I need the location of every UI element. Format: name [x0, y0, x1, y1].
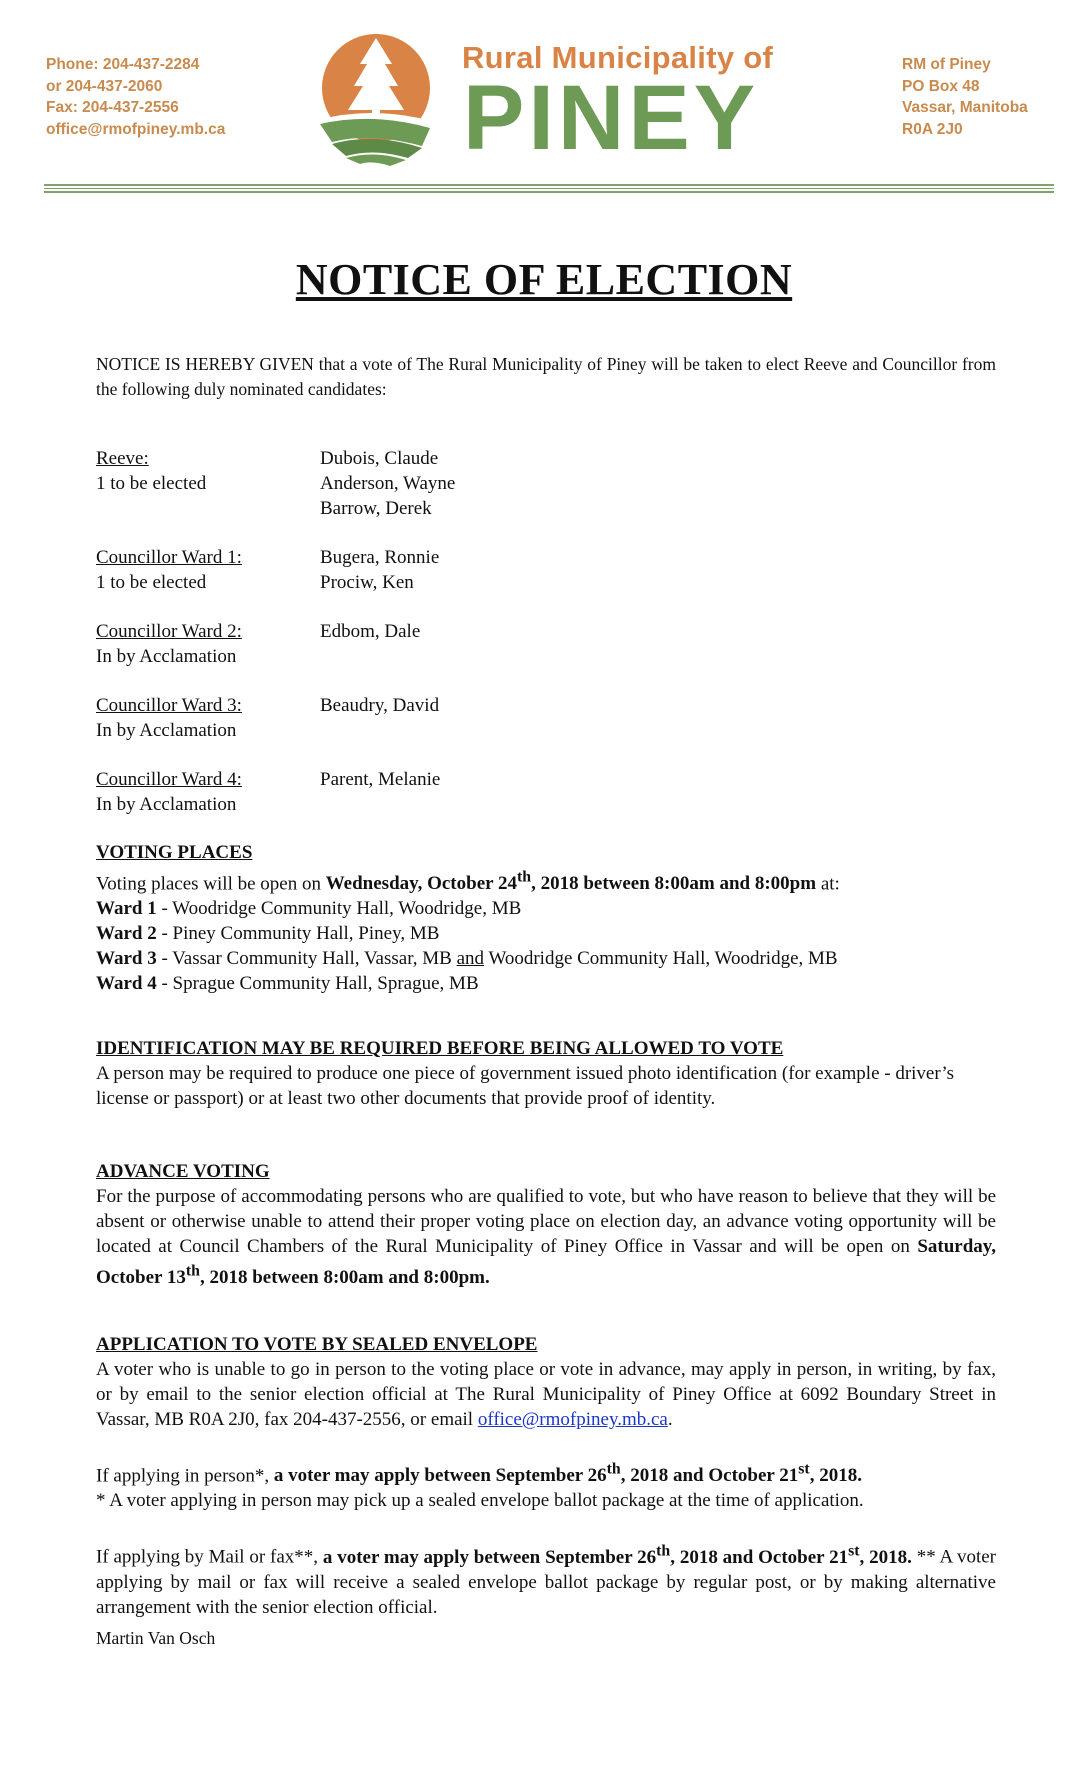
position-title: Councillor Ward 1:	[96, 547, 242, 568]
position-ward-3	[96, 693, 242, 743]
pine-tree-sun-field-icon	[310, 28, 480, 166]
mailing-address	[902, 54, 1082, 140]
apply-in-person: If applying in person*, a voter may apply between September 26th, 2018 and October 21st, 2018.	[96, 1461, 862, 1487]
position-title: Councillor Ward 3:	[96, 695, 242, 716]
section-heading: IDENTIFICATION MAY BE REQUIRED BEFORE BEING ALLOWED TO VOTE	[96, 1038, 784, 1059]
address-line: R0A 2J0	[902, 120, 963, 138]
address-line: PO Box 48	[902, 77, 980, 95]
contact-info	[46, 54, 316, 140]
advance-voting-section	[96, 1159, 996, 1290]
candidate-list	[320, 693, 439, 718]
position-title: Reeve:	[96, 448, 149, 469]
apply-by-mail: If applying by Mail or fax**, a voter may apply between September 26th, 2018 and October 21st, 2018. ** A voter applying by mail or fax will receive a sealed envelope ballot package by regular post, or by making alternative arrangement with the senior election official.	[96, 1542, 997, 1618]
logo-text-rural-municipality: Rural Municipality of	[462, 40, 774, 75]
fax-line: Fax: 204-437-2556	[46, 99, 179, 116]
position-ward-1	[96, 545, 242, 595]
email-link[interactable]: office@rmofpiney.mb.ca	[477, 1409, 668, 1430]
section-heading: APPLICATION TO VOTE BY SEALED ENVELOPE	[96, 1334, 538, 1355]
signatory-name: Martin Van Osch	[96, 1628, 216, 1648]
candidate-name: Barrow, Derek	[320, 498, 432, 519]
position-ward-4	[96, 767, 242, 817]
apply-in-person-note: * A voter applying in person may pick up a sealed envelope ballot package at the time of application.	[96, 1490, 864, 1512]
section-heading: ADVANCE VOTING	[96, 1161, 270, 1182]
header-divider	[44, 191, 1054, 193]
candidate-list	[320, 446, 455, 521]
position-reeve	[96, 446, 206, 496]
ward-location: Ward 4 - Sprague Community Hall, Sprague, MB	[96, 973, 479, 995]
page-title: NOTICE OF ELECTION	[295, 255, 793, 304]
identification-section	[96, 1036, 996, 1111]
voting-places-intro: Voting places will be open on Wednesday, October 24th, 2018 between 8:00am and 8:00pm at:	[96, 869, 840, 895]
header-divider	[44, 184, 1054, 186]
position-status: 1 to be elected	[96, 572, 207, 593]
candidate-name: Bugera, Ronnie	[320, 547, 440, 568]
phone-alt-line: or 204-437-2060	[46, 77, 163, 95]
phone-line: Phone: 204-437-2284	[46, 56, 200, 73]
identification-body: A person may be required to produce one piece of government issued photo identification (for example - driver’s license or passport) or at least two other documents that provide proof of identity.	[96, 1063, 955, 1109]
candidate-name: Dubois, Claude	[320, 448, 439, 469]
logo-text-piney: PINEY	[463, 67, 760, 169]
advance-voting-body: For the purpose of accommodating persons who are qualified to vote, but who have reason to believe that they will be absent or otherwise unable to attend their proper voting place on election day, an advance voting opportunity will be located at Council Chambers of the Rural Municipality of Piney Office in Vassar and will be open on Saturday, October 13th, 2018 between 8:00am and 8:00pm.	[96, 1186, 996, 1289]
position-title: Councillor Ward 4:	[96, 769, 242, 790]
candidate-name: Prociw, Ken	[320, 572, 414, 593]
position-ward-2	[96, 619, 242, 669]
section-heading: VOTING PLACES	[96, 842, 253, 863]
intro-paragraph: NOTICE IS HEREBY GIVEN that a vote of The Rural Municipality of Piney will be taken to elect Reeve and Councillor from the following duly nominated candidates:	[96, 354, 996, 399]
address-line: Vassar, Manitoba	[902, 99, 1028, 116]
position-status: In by Acclamation	[96, 720, 237, 741]
candidate-list	[320, 767, 440, 792]
candidate-name: Edbom, Dale	[320, 621, 421, 642]
sealed-envelope-section	[96, 1332, 996, 1620]
ward-location: Ward 3 - Vassar Community Hall, Vassar, MB and Woodridge Community Hall, Woodridge, MB	[96, 948, 838, 970]
ward-location: Ward 1 - Woodridge Community Hall, Woodridge, MB	[96, 898, 522, 920]
candidate-list	[320, 545, 439, 595]
position-status: In by Acclamation	[96, 794, 237, 815]
email-line: office@rmofpiney.mb.ca	[46, 120, 226, 138]
candidate-name: Anderson, Wayne	[320, 473, 456, 494]
candidate-list	[320, 619, 420, 644]
position-title: Councillor Ward 2:	[96, 621, 242, 642]
header-divider	[44, 188, 1054, 189]
position-status: 1 to be elected	[96, 473, 207, 494]
position-status: In by Acclamation	[96, 646, 237, 667]
candidate-name: Beaudry, David	[320, 695, 440, 716]
ward-location: Ward 2 - Piney Community Hall, Piney, MB	[96, 923, 440, 945]
sealed-envelope-body: A voter who is unable to go in person to the voting place or vote in advance, may apply in person, in writing, by fax, or by email to the senior election official at The Rural Municipality of Piney Office at 6092 Boundary Street in Vassar, MB R0A 2J0, fax 204-437-2556, or email office@rmofpiney.mb.ca.	[96, 1359, 996, 1430]
candidate-name: Parent, Melanie	[320, 769, 441, 790]
voting-places-section	[96, 840, 996, 996]
address-line: RM of Piney	[902, 56, 991, 73]
